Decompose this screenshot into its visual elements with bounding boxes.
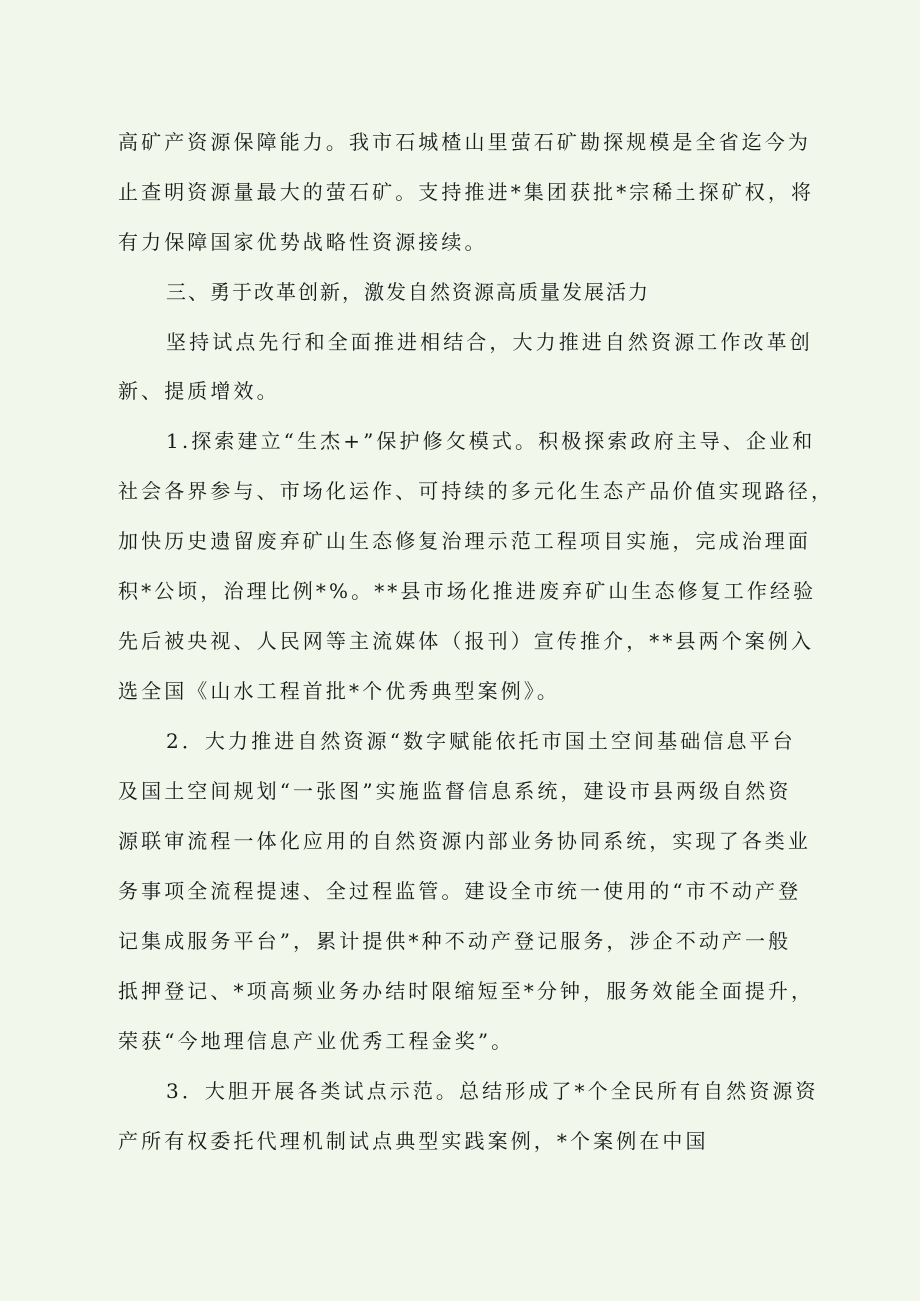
paragraph-line: 止查明资源量最大的萤石矿。支持推进*集团获批*宗稀土探矿权，将 — [118, 180, 815, 204]
paragraph-line: 加快历史遗留废弃矿山生态修复治理示范工程项目实施，完成治理面 — [118, 529, 811, 553]
paragraph-line: 高矿产资源保障能力。我市石城楂山里萤石矿勘探规模是全省迄今为 — [118, 130, 811, 154]
paragraph-line: 产所有权委托代理机制试点典型实践案例，*个案例在中国 — [118, 1129, 709, 1153]
paragraph-line: 积*公顷，治理比例*%。**县市场化推进废弃矿山生态修复工作经验 — [118, 579, 817, 603]
paragraph-line: 坚持试点先行和全面推进相结合，大力推进自然资源工作改革创 — [166, 330, 813, 354]
paragraph-line: 选全国《山水工程首批*个优秀典型案例》。 — [118, 679, 560, 703]
paragraph-line: 及国土空间规划“一张图”实施监督信息系统，建设市县两级自然资 — [118, 779, 792, 803]
paragraph-line: 源联审流程一体化应用的自然资源内部业务协同系统，实现了各类业 — [118, 829, 811, 853]
paragraph-line: 有力保障国家优势战略性资源接续。 — [118, 230, 488, 254]
paragraph-line: 抵押登记、*项高频业务办结时限缩短至*分钟，服务效能全面提升， — [118, 979, 815, 1003]
paragraph-line: 荣获“今地理信息产业优秀工程金奖”。 — [118, 1029, 515, 1053]
paragraph-line: 1.探索建立“生杰+”保护修攵模式。积极探索政府主导、企业和 — [166, 429, 816, 453]
paragraph-line: 记集成服务平台”，累计提供*种不动产登记服务，涉企不动产一般 — [118, 929, 792, 953]
section-heading: 三、勇于改革创新，激发自然资源高质量发展活力 — [166, 280, 650, 304]
paragraph-line: 务事项全流程提速、全过程监管。建设全市统一使用的“市不动产登 — [118, 879, 802, 903]
paragraph-line: 社会各界参与、市场化运作、可持续的多元化生态产品价值实现路径， — [118, 479, 835, 503]
paragraph-line: 新、提质增效。 — [118, 379, 280, 403]
paragraph-line: 3．大胆开展各类试点示范。总结形成了*个全民所有自然资源资 — [166, 1079, 819, 1103]
paragraph-line: 先后被央视、人民网等主流媒体（报刊）宣传推介，**县两个案例入 — [118, 629, 815, 653]
paragraph-line: 2．大力推进自然资源“数字赋能依托市国土空间基础信息平台 — [166, 729, 796, 753]
